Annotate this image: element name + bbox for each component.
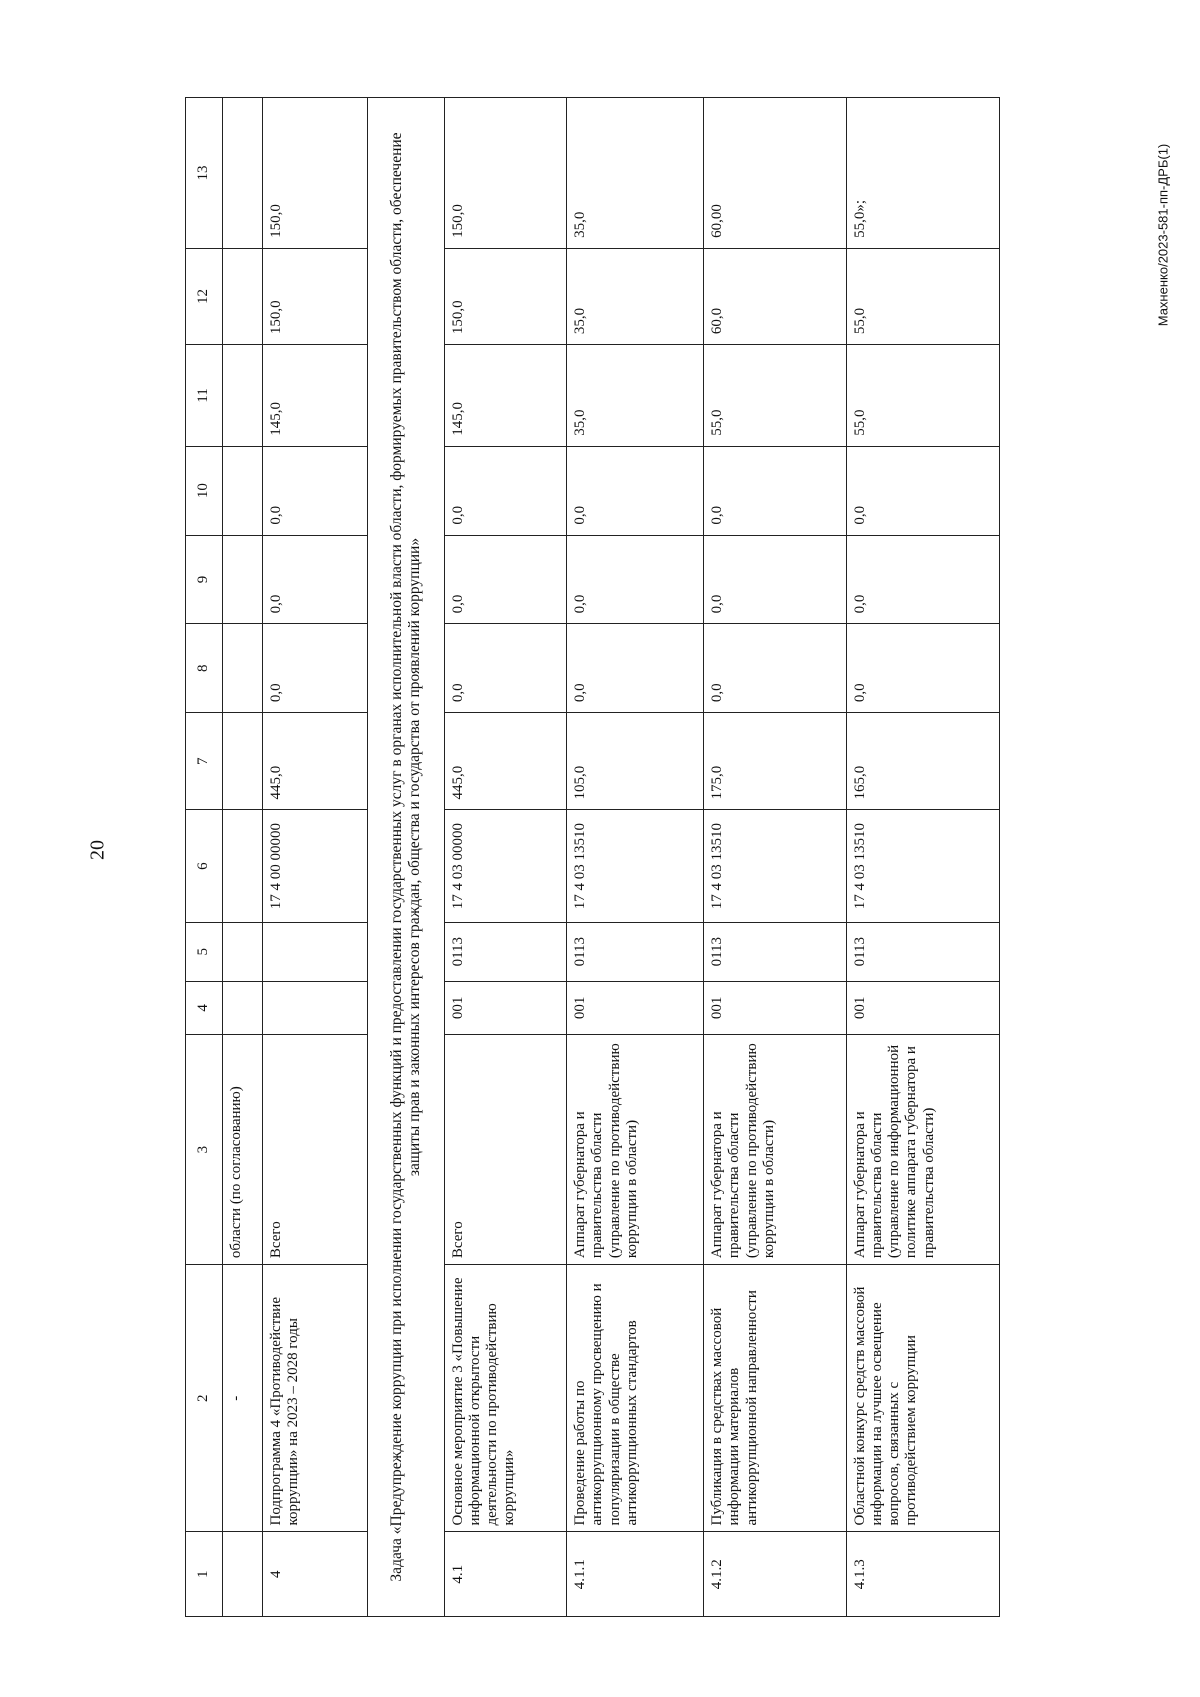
task-heading: Задача «Предупреждение коррупции при исполнении государственных функций и предоставлении государственных услуг в органах исполнительной власти области, формируемых правительством области, обеспечение защиты прав и законных интересов граждан, общества и государства от проявлений коррупции»: [367, 98, 444, 1617]
table-row-continuation: [223, 98, 262, 1617]
table-row-4-1-2: 4.1.2 Публикация в средствах массовой информации материалов антикоррупционной направленности Аппарат губернатора и правительства области (управление по противодействию коррупции в области) 001 0113 17 4 03 13510 175,0 0,0 0,0 0,0 55,0 60,0 60,00: [704, 98, 846, 1617]
cell-executor: области (по согласованию): [223, 1035, 262, 1265]
table-row-4: 4 Подпрограмма 4 «Противодействие коррупции» на 2023 – 2028 годы Всего 17 4 00 00000 445,0 0,0 0,0 0,0 145,0 150,0 150,0: [262, 98, 367, 1617]
col-header-4: 4: [186, 981, 223, 1034]
col-header-7: 7: [186, 713, 223, 810]
col-header-11: 11: [186, 345, 223, 447]
col-header-13: 13: [186, 98, 223, 249]
table-row-task: [367, 98, 444, 1617]
header-row: [186, 98, 223, 1617]
col-header-1: 1: [186, 1532, 223, 1617]
budget-table: [185, 97, 1000, 1617]
budget-table-container: [185, 97, 1000, 1617]
col-header-2: 2: [186, 1265, 223, 1532]
document-code: Махненко/2023-581-пп-ДРБ(1): [1155, 143, 1171, 327]
table-row-4-1-1: 4.1.1 Проведение работы по антикоррупционному просвещению и популяризации в обществе антикоррупционных стандартов Аппарат губернатора и правительства области (управление по противодействию коррупции в области) 001 0113 17 4 03 13510 105,0 0,0 0,0 0,0 35,0 35,0 35,0: [567, 98, 704, 1617]
col-header-12: 12: [186, 248, 223, 344]
col-header-5: 5: [186, 922, 223, 981]
table-row-4-1: 4.1 Основное мероприятие 3 «Повышение информационной открытости деятельности по противодействию коррупции» Всего 001 0113 17 4 03 00000 445,0 0,0 0,0 0,0 145,0 150,0 150,0: [444, 98, 567, 1617]
cell-mark: -: [223, 1265, 262, 1532]
table-row-4-1-3: 4.1.3 Областной конкурс средств массовой информации на лучшее освещение вопросов, связанных с противодействием коррупции Аппарат губернатора и правительства области (управление по информационной политике аппарата губернатора и правительства области) 001 0113 17 4 03 13510 165,0 0,0 0,0 0,0 55,0 55,0 55,0»;: [846, 98, 999, 1617]
col-header-9: 9: [186, 535, 223, 624]
col-header-3: 3: [186, 1035, 223, 1265]
col-header-6: 6: [186, 810, 223, 922]
col-header-8: 8: [186, 624, 223, 713]
page-number: 20: [86, 840, 109, 860]
col-header-10: 10: [186, 446, 223, 535]
